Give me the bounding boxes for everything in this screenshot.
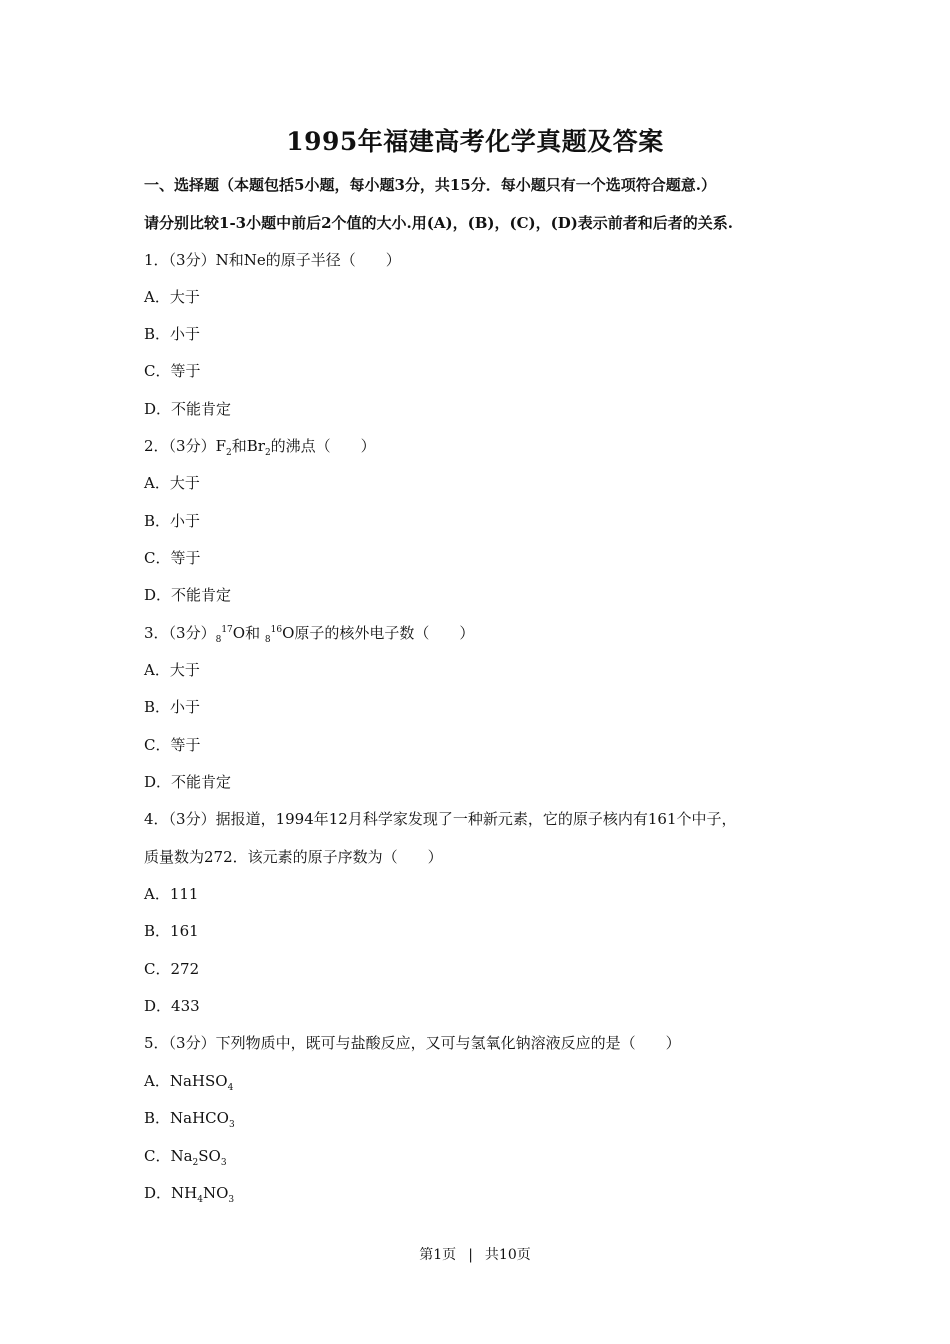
option-text: B．NaHCO [144, 1109, 229, 1127]
question-3-option-b: B．小于 [144, 698, 201, 716]
mass-number: 17 [221, 625, 233, 635]
question-1-stem: 1．（3分）N和Ne的原子半径（ ） [144, 251, 401, 269]
subscript: 3 [228, 1120, 235, 1130]
option-text: C．Na [144, 1147, 193, 1165]
option-text: D．NH [144, 1184, 198, 1202]
question-5-stem: 5．（3分）下列物质中，既可与盐酸反应，又可与氢氧化钠溶液反应的是（ ） [144, 1034, 681, 1052]
question-2-option-c: C．等于 [144, 549, 201, 567]
question-2-option-a: A．大于 [144, 474, 200, 492]
question-5-option-c [144, 1145, 227, 1166]
option-text: NO [202, 1184, 229, 1202]
question-3-stem [144, 622, 474, 643]
subscript: 2 [226, 448, 232, 458]
question-4-option-d: D．433 [144, 997, 200, 1015]
question-1-option-c: C．等于 [144, 362, 201, 380]
question-3-option-a: A．大于 [144, 661, 200, 679]
page-number: 第1页 [419, 1247, 457, 1263]
question-4-stem-line-1: 4．（3分）据报道，1994年12月科学家发现了一种新元素，它的原子核内有161个中子， [144, 810, 737, 828]
footer-separator: | [468, 1247, 473, 1263]
question-4-option-c: C．272 [144, 960, 200, 978]
subscript: 2 [192, 1158, 199, 1168]
question-1-option-d: D．不能肯定 [144, 400, 232, 418]
question-3-tail: O原子的核外电子数（ ） [282, 624, 475, 642]
instruction-text: 请分别比较1-3小题中前后2个值的大小.用(A)，(B)，(C)，(D)表示前者和后者的关系. [144, 214, 734, 232]
option-text: SO [198, 1147, 221, 1165]
total-pages: 共10页 [484, 1247, 531, 1263]
element-symbol: O和 [232, 624, 261, 642]
question-4-stem-line-2: 质量数为272．该元素的原子序数为（ ） [144, 848, 443, 866]
question-2-stem [144, 435, 376, 456]
mass-number: 16 [270, 625, 283, 635]
subscript: 4 [197, 1195, 203, 1205]
subscript: 3 [220, 1158, 227, 1168]
atomic-number: 8 [215, 635, 222, 645]
document-title: 1995年福建高考化学真题及答案 [286, 127, 664, 156]
question-2-option-b: B．小于 [144, 512, 201, 530]
question-5-option-b [144, 1107, 235, 1128]
question-2-tail: 的沸点（ ） [270, 437, 376, 455]
question-1-option-a: A．大于 [144, 288, 200, 306]
question-3-option-d: D．不能肯定 [144, 773, 232, 791]
question-4-option-b: B．161 [144, 922, 199, 940]
question-2-option-d: D．不能肯定 [144, 586, 232, 604]
question-4-option-a: A．111 [144, 885, 199, 903]
subscript: 2 [264, 448, 271, 458]
subscript: 4 [227, 1083, 234, 1093]
page-footer [0, 1244, 950, 1264]
question-5-option-a [144, 1070, 233, 1091]
question-2-mid: 和Br [231, 437, 265, 455]
option-text: A．NaHSO [144, 1072, 228, 1090]
question-5-option-d [144, 1182, 234, 1203]
question-3-option-c: C．等于 [144, 736, 201, 754]
atomic-number: 8 [264, 635, 271, 645]
subscript: 3 [228, 1195, 235, 1205]
question-3-number: 3．（3分） [144, 624, 216, 642]
section-heading: 一、选择题（本题包括5小题，每小题3分，共15分．每小题只有一个选项符合题意.） [144, 176, 716, 194]
question-2-number: 2．（3分）F [144, 437, 226, 455]
question-1-option-b: B．小于 [144, 325, 201, 343]
